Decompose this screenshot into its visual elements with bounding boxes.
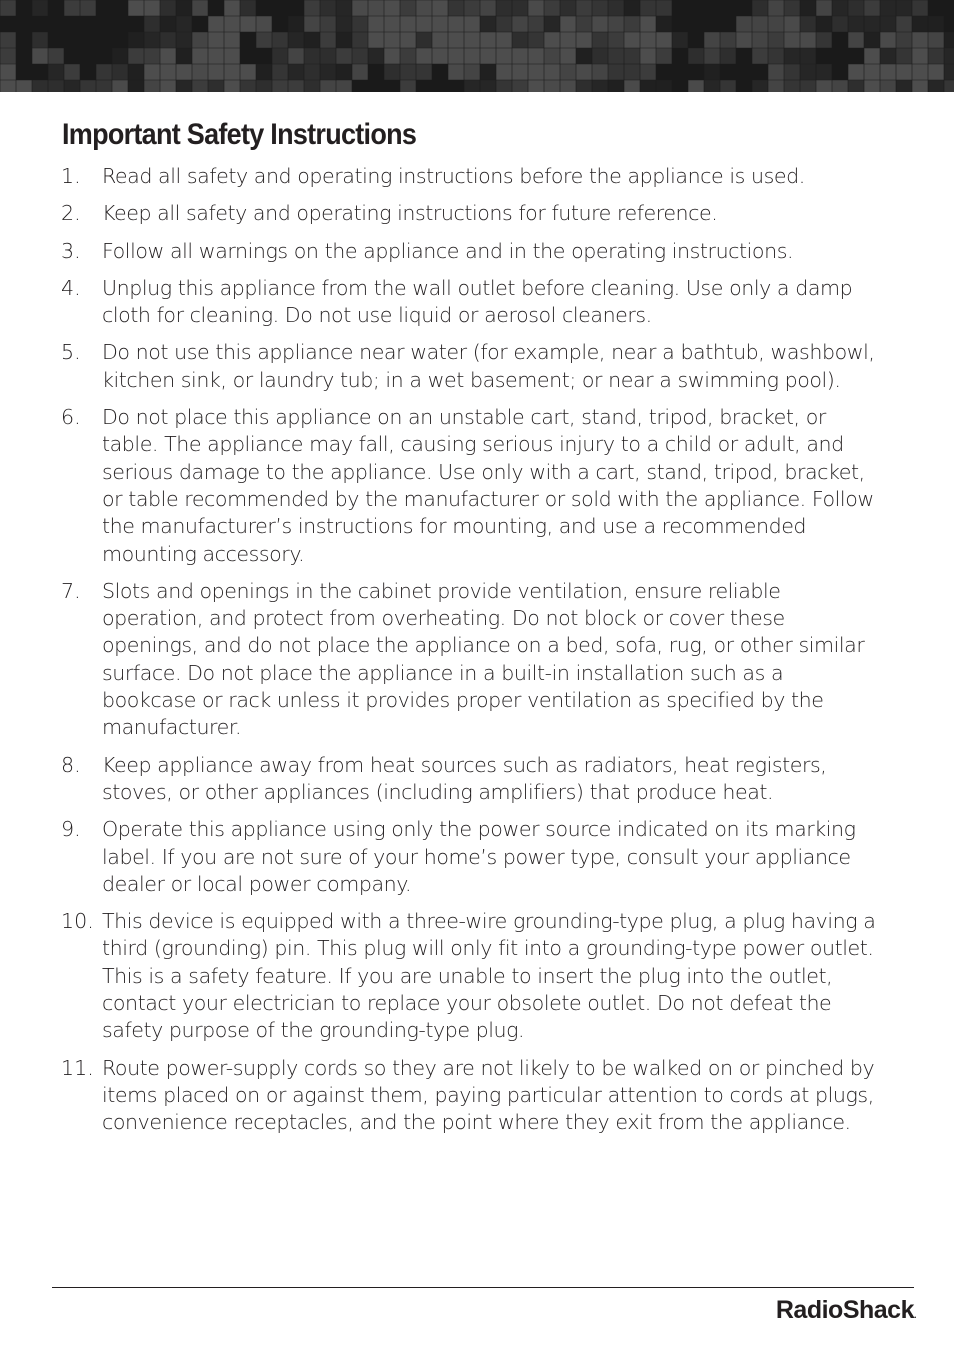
instruction-item (0, 1055, 954, 1137)
instruction-text: Operate this appliance using only the power source indicated on its marking label. If you are not sure of your home’s power type, consult your appliance dealer or local power company. (102, 817, 856, 896)
instruction-number: 3. (61, 238, 81, 263)
cross-pattern-graphic (0, 0, 954, 92)
instruction-item (0, 908, 954, 1044)
instruction-item (0, 238, 954, 265)
instruction-text: Do not use this appliance near water (for example, near a bathtub, washbowl, kitchen sink, or laundry tub; in a wet basement; or near a swimming pool). (102, 340, 875, 392)
instruction-number: 11. (61, 1055, 94, 1080)
instruction-item (0, 275, 954, 330)
instruction-number: 8. (61, 752, 81, 777)
instruction-text: This device is equipped with a three-wire grounding-type plug, a plug having a third (grounding) pin. This plug will only fit into a grounding-type power outlet. This is a safety feature. If you are unable to insert the plug into the outlet, contact your electrician to replace your obsolete outlet. Do not defeat the safety purpose of the grounding-type plug. (102, 909, 876, 1043)
instruction-item (0, 578, 954, 742)
instruction-text: Read all safety and operating instructions before the appliance is used. (102, 164, 805, 188)
page-title: Important Safety Instructions (62, 118, 417, 151)
instruction-number: 5. (61, 340, 81, 365)
instruction-list (0, 163, 954, 1147)
instruction-text: Keep all safety and operating instructions for future reference. (102, 201, 718, 226)
instruction-text: Slots and openings in the cabinet provide ventilation, ensure reliable operation, and protect from overheating. Do not block or cover these openings, and do not place the appliance on a bed, sofa, rug, or other similar surface. Do not place the appliance in a built-in installation such as a bookcase or rack unless it provides proper ventilation as specified by the manufacturer. (102, 578, 865, 740)
header-banner (0, 0, 954, 92)
brand-name: RadioShack (775, 1296, 914, 1324)
instruction-item (0, 200, 954, 227)
brand-logo (776, 1296, 916, 1325)
instruction-text: Do not place this appliance on an unstable cart, stand, tripod, bracket, or table. The appliance may fall, causing serious injury to a child or adult, and serious damage to the appliance. Use only with a cart, stand, tripod, bracket, or table recommended by the manufacturer or sold with the appliance. Follow the manufacturer’s instructions for mounting, and use a recommended mounting accessory. (102, 405, 874, 566)
instruction-number: 7. (61, 578, 81, 603)
brand-mark: . (913, 1310, 916, 1320)
footer-divider (52, 1287, 914, 1288)
instruction-number: 1. (61, 164, 81, 188)
instruction-item (0, 816, 954, 898)
instruction-item (0, 752, 954, 807)
instruction-number: 6. (61, 405, 81, 430)
instruction-text: Unplug this appliance from the wall outlet before cleaning. Use only a damp cloth for cleaning. Do not use liquid or aerosol cleaners. (102, 275, 853, 328)
instruction-item (0, 339, 954, 394)
instruction-number: 2. (61, 201, 81, 226)
instruction-item (0, 404, 954, 568)
instruction-text: Follow all warnings on the appliance and in the operating instructions. (102, 238, 794, 263)
instruction-text: Route power-supply cords so they are not likely to be walked on or pinched by items placed on or against them, paying particular attention to cords at plugs, convenience receptacles, and the point where they exit from the appliance. (102, 1055, 875, 1135)
instruction-item (0, 163, 954, 190)
instruction-number: 4. (61, 275, 81, 300)
instruction-text: Keep appliance away from heat sources such as radiators, heat registers, stoves, or other appliances (including amplifiers) that produce heat. (102, 752, 827, 804)
instruction-number: 10. (61, 909, 94, 934)
instruction-number: 9. (61, 817, 81, 842)
